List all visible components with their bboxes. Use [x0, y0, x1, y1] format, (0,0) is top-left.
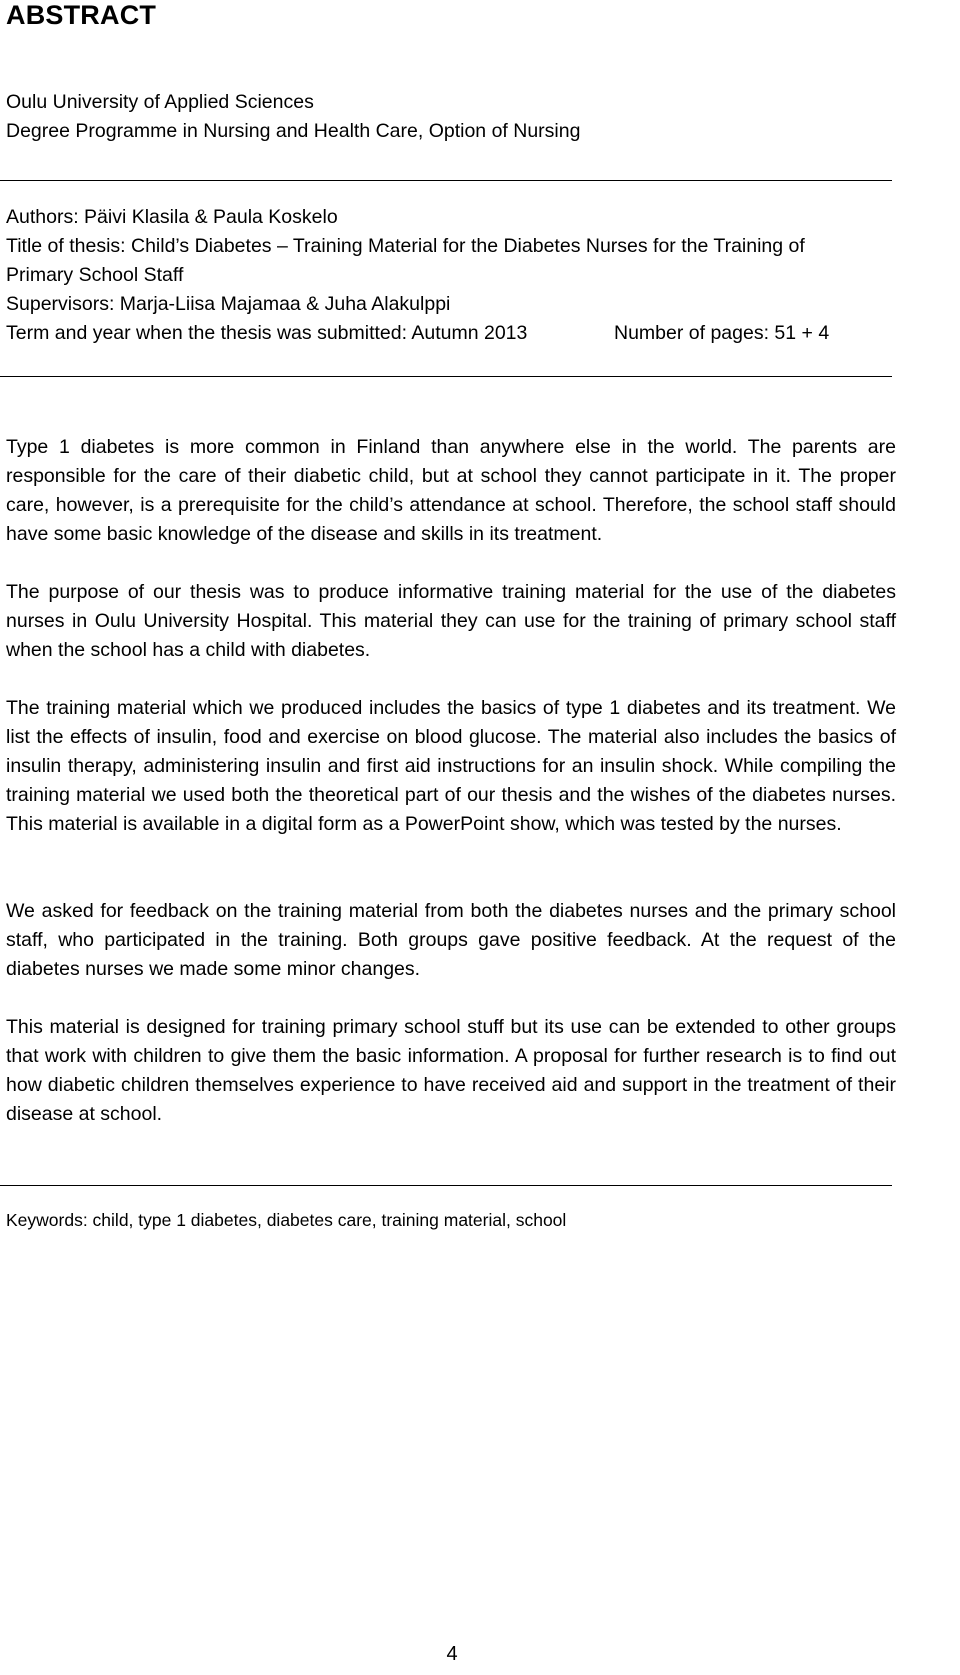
- abstract-paragraph-3: The training material which we produced includes the basics of type 1 diabetes and its treatment. We list the effects of insulin, food and exercise on blood glucose. The material also includes the basics of insulin therapy, administering insulin and first aid instructions for an insulin shock. While compiling the training material we used both the theoretical part of our thesis and the wishes of the diabetes nurses. This material is available in a digital form as a PowerPoint show, which was tested by the nurses.: [6, 697, 896, 835]
- degree-programme: Degree Programme in Nursing and Health Care, Option of Nursing: [6, 120, 581, 142]
- abstract-paragraph-1: Type 1 diabetes is more common in Finland than anywhere else in the world. The parents are responsible for the care of their diabetic child, but at school they cannot participate in it. The proper care, however, is a prerequisite for the child’s attendance at school. Therefore, the school staff should have some basic knowledge of the disease and skills in its treatment.: [6, 436, 896, 545]
- abstract-paragraph-2: The purpose of our thesis was to produce informative training material for the use of the diabetes nurses in Oulu University Hospital. This material they can use for the training of primary school staff when the school has a child with diabetes.: [6, 581, 896, 661]
- divider-middle: [0, 376, 892, 377]
- supervisors-line: Supervisors: Marja-Liisa Majamaa & Juha Alakulppi: [6, 293, 451, 315]
- thesis-title-line-2: Primary School Staff: [6, 264, 184, 286]
- submission-term: Term and year when the thesis was submitted: Autumn 2013: [6, 322, 528, 344]
- divider-bottom: [0, 1185, 892, 1186]
- page-title: ABSTRACT: [6, 0, 157, 30]
- divider-top: [0, 180, 892, 181]
- keywords-line: Keywords: child, type 1 diabetes, diabetes care, training material, school: [6, 1210, 567, 1230]
- authors-line: Authors: Päivi Klasila & Paula Koskelo: [6, 206, 338, 228]
- page-count: Number of pages: 51 + 4: [614, 322, 830, 344]
- term-pages-row: [6, 319, 886, 347]
- thesis-title-line-1: Title of thesis: Child’s Diabetes – Training Material for the Diabetes Nurses for the Training of: [6, 235, 805, 257]
- university-name: Oulu University of Applied Sciences: [6, 91, 314, 113]
- abstract-paragraph-4: We asked for feedback on the training material from both the diabetes nurses and the primary school staff, who participated in the training. Both groups gave positive feedback. At the request of the diabetes nurses we made some minor changes.: [6, 900, 896, 980]
- page-number: 4: [446, 1643, 458, 1665]
- abstract-paragraph-5: This material is designed for training primary school stuff but its use can be extended to other groups that work with children to give them the basic information. A proposal for further research is to find out how diabetic children themselves experience to have received aid and support in the treatment of their disease at school.: [6, 1016, 896, 1125]
